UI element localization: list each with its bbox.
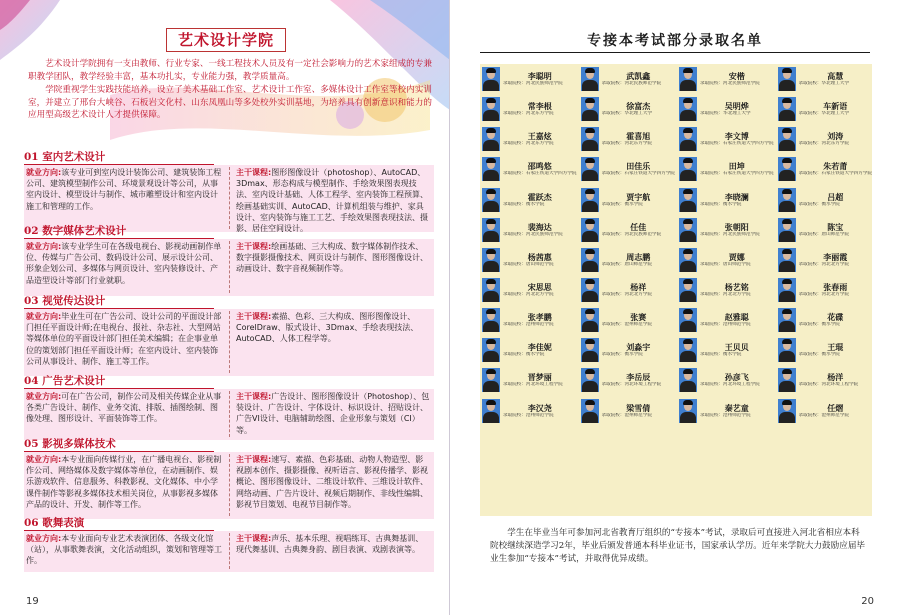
student-school: 录取院校：华北理工大学 — [798, 111, 850, 117]
student-card — [579, 395, 678, 425]
section-title: 05 影视多媒体技术 — [24, 437, 214, 452]
student-photo — [679, 399, 697, 423]
student-name: 贾宇航 — [626, 191, 651, 202]
student-school: 录取院校：河北民族师范学院 — [503, 81, 563, 87]
section-title: 06 歌舞表演 — [24, 516, 214, 531]
student-photo — [581, 278, 599, 302]
student-photo — [482, 218, 500, 242]
student-name: 贾娜 — [728, 251, 745, 262]
student-card — [677, 395, 776, 425]
student-name: 田佳乐 — [626, 161, 651, 172]
student-name: 李佳妮 — [527, 342, 552, 353]
student-card — [677, 245, 776, 275]
student-name: 张赛 — [630, 312, 647, 323]
student-card — [579, 185, 678, 215]
course-label: 主干课程: — [236, 534, 272, 543]
direction-label: 就业方向: — [26, 312, 62, 321]
student-photo — [778, 157, 796, 181]
student-name: 赵雅聪 — [724, 312, 749, 323]
student-card — [677, 94, 776, 124]
student-card — [677, 305, 776, 335]
student-photo — [778, 308, 796, 332]
page-number-right: 20 — [861, 596, 874, 607]
student-school: 录取院校：衡水学院 — [798, 201, 840, 207]
student-name: 安楷 — [728, 71, 745, 82]
direction-text: 本专业面向传媒行业，在广播电视台、影视制作公司、网络媒体及数字媒体等单位，在动画制作、娱乐游戏软件、信息服务、科教影视、文化媒体、中小学课件制作等影视多媒体技术相关岗位，从事影视多媒体产品的设计、开发、制作等工作。 — [26, 455, 222, 509]
student-card — [776, 94, 875, 124]
student-card — [677, 64, 776, 94]
student-school: 录取院校：石家庄铁道大学四方学院 — [503, 171, 577, 177]
student-card — [480, 64, 579, 94]
student-name: 王琨 — [827, 342, 844, 353]
student-card — [776, 335, 875, 365]
student-card — [480, 185, 579, 215]
student-photo — [482, 278, 500, 302]
title-divider — [480, 52, 870, 53]
student-card — [776, 365, 875, 395]
student-school: 录取院校：华北理工大学 — [700, 111, 751, 117]
student-school: 录取院校：衡水学院 — [601, 352, 643, 358]
student-name: 李汉尧 — [527, 402, 552, 413]
student-name: 李聪明 — [527, 71, 552, 82]
direction-label: 就业方向: — [26, 455, 62, 464]
student-school: 录取院校：华北理工大学 — [798, 81, 850, 87]
direction-text: 本专业面向专业艺术表演团体、各级文化馆（站），从事歌舞表演，文化活动组织，策划和管理等工作。 — [26, 534, 222, 566]
student-school: 录取院校：河北东方学院 — [798, 141, 850, 147]
student-card — [480, 94, 579, 124]
student-photo — [482, 97, 500, 121]
college-title: 艺术设计学院 — [177, 31, 274, 49]
course-label: 主干课程: — [236, 168, 272, 177]
student-card — [677, 124, 776, 154]
course-text: 图形图像设计（photoshop）、AutoCAD、3Dmax、形态构成与模型制作、手绘效果图表现技法、室内设计基础、人体工程学、室内装饰工程预算、绘画基础实训、AutoCAD、计算机组装与维护、家具设计、室内装饰与施工工艺、手绘效果图表现技法、摄影、居住空间设计。 — [236, 168, 428, 234]
student-card — [677, 185, 776, 215]
student-name: 邵鸣悠 — [527, 161, 552, 172]
student-school: 录取院校：衡水学院 — [601, 201, 643, 207]
course-label: 主干课程: — [236, 312, 272, 321]
course-text: 素描、色彩、三大构成、图形图像设计、CorelDraw、版式设计、3Dmax、手绘表现技法、AutoCAD、人体工程学等。 — [236, 312, 419, 344]
student-photo — [482, 67, 500, 91]
student-card — [480, 124, 579, 154]
student-card — [579, 305, 678, 335]
student-school: 录取院校：沧州师范学院 — [503, 412, 554, 418]
student-photo — [778, 399, 796, 423]
student-photo — [679, 368, 697, 392]
student-photo — [679, 67, 697, 91]
student-school: 录取院校：沧州师范学院 — [601, 412, 653, 418]
student-name: 晋梦丽 — [527, 372, 552, 383]
student-photo — [581, 368, 599, 392]
student-name: 李文博 — [724, 131, 749, 142]
student-name: 任熠 — [827, 402, 844, 413]
student-school: 录取院校：沧州师范学院 — [601, 322, 653, 328]
student-card — [776, 64, 875, 94]
student-photo — [482, 399, 500, 423]
student-photo — [581, 67, 599, 91]
course-label: 主干课程: — [236, 392, 272, 401]
student-card — [776, 305, 875, 335]
section-title: 03 视觉传达设计 — [24, 294, 214, 309]
student-card — [480, 154, 579, 184]
course-text: 声乐、基本乐理、视唱练耳、古典舞基训、现代舞基训、古典舞身韵、剧目表演、戏剧表演等。 — [236, 534, 424, 555]
student-school: 录取院校：河北北方学院 — [700, 291, 751, 297]
student-card — [579, 365, 678, 395]
student-card — [677, 215, 776, 245]
student-name: 徐富杰 — [626, 101, 651, 112]
student-photo — [679, 338, 697, 362]
student-card — [677, 154, 776, 184]
student-school: 录取院校：石家庄铁道大学四方学院 — [700, 141, 774, 147]
student-card — [776, 185, 875, 215]
direction-text: 该专业学生可在各级电视台、影视动画制作单位、传媒与广告公司、数码设计公司、展示设计公司、形象企划公司、多媒体与网页设计、室内装修设计、产品造型设计等部门行业就职。 — [26, 242, 222, 285]
student-card — [480, 245, 579, 275]
student-name: 杨祥 — [630, 281, 647, 292]
student-card — [776, 154, 875, 184]
student-photo — [581, 157, 599, 181]
student-photo — [581, 399, 599, 423]
student-school: 录取院校：沧州师范学院 — [503, 322, 554, 328]
intro-paragraph-2: 学院重视学生实践技能培养，设立了美术基础工作室、艺术设计工作室、多媒体设计工作室等校内实训室，并建立了邢台大峡谷、石板岩文化村、山东凤凰山等多处校外实训基地，为培养具有创新意识和能力的应用型高级艺术设计人才提供保障。 — [28, 85, 432, 121]
section-title: 01 室内艺术设计 — [24, 150, 214, 165]
student-name: 孙彦飞 — [724, 372, 749, 383]
student-card — [776, 124, 875, 154]
student-name: 吕超 — [827, 191, 844, 202]
student-photo — [778, 278, 796, 302]
section-title: 04 广告艺术设计 — [24, 374, 214, 389]
student-school: 录取院校：河北北方学院 — [798, 291, 850, 297]
student-school: 录取院校：河北环境工程学院 — [601, 382, 662, 388]
student-card — [776, 245, 875, 275]
student-school: 录取院校：河北民族师范学院 — [700, 81, 760, 87]
admission-paragraph: 学生在毕业当年可参加河北省教育厅组织的“专接本”考试，录取后可直接进入河北省相应本科院校继续深造学习2年，毕业后颁发普通本科毕业证书，国家承认学历。近年来学院大力鼓励应届毕业生参加“专接本”考试，并取得优异成绩。 — [490, 528, 866, 564]
student-photo — [778, 218, 796, 242]
student-name: 张朝阳 — [724, 221, 749, 232]
direction-label: 就业方向: — [26, 534, 62, 543]
student-school: 录取院校：衡水学院 — [700, 352, 742, 358]
section-film-multimedia — [24, 437, 434, 519]
student-photo — [679, 308, 697, 332]
student-name: 吴明烨 — [724, 101, 749, 112]
student-photo — [482, 248, 500, 272]
student-name: 武凯鑫 — [626, 71, 651, 82]
student-school: 录取院校：河北北方学院 — [798, 261, 850, 267]
student-name: 车新语 — [823, 101, 848, 112]
student-photo — [482, 338, 500, 362]
student-photo — [581, 127, 599, 151]
student-name: 刘涛 — [827, 131, 844, 142]
student-name: 花碟 — [827, 312, 844, 323]
student-school: 录取院校：河北环境工程学院 — [503, 382, 563, 388]
student-name: 裴海达 — [527, 221, 552, 232]
page-number-left: 19 — [26, 596, 39, 607]
student-name: 王贝贝 — [724, 342, 749, 353]
student-name: 王嘉炫 — [527, 131, 552, 142]
student-photo — [482, 188, 500, 212]
right-page — [450, 0, 900, 615]
section-digital-media — [24, 224, 434, 296]
student-card — [480, 365, 579, 395]
student-photo — [679, 188, 697, 212]
student-school: 录取院校：石家庄铁道大学四方学院 — [700, 171, 774, 177]
student-photo — [778, 338, 796, 362]
student-card — [677, 365, 776, 395]
student-photo — [482, 308, 500, 332]
section-interior-design — [24, 150, 434, 232]
student-name: 常李根 — [527, 101, 552, 112]
direction-text: 毕业生可在广告公司、设计公司的平面设计部门担任平面设计师;在电视台、报社、杂志社、大型网站等媒体单位的平面设计部门担任美术编辑；在企事业单位的策划部门担任平面设计师；在室内设计、室内装饰公司从事设计、制作、施工等工作。 — [26, 312, 222, 366]
student-school: 录取院校：衡水学院 — [798, 322, 840, 328]
student-photo — [679, 248, 697, 272]
student-name: 杨艺铭 — [724, 281, 749, 292]
student-photo — [482, 368, 500, 392]
student-card — [480, 305, 579, 335]
admission-roster-grid — [480, 64, 872, 516]
student-photo — [778, 248, 796, 272]
direction-text: 可在广告公司，制作公司及相关传媒企业从事各类广告设计、制作、业务交流、排版、插图绘制、图像处理、图形设计、平面装饰等工作。 — [26, 392, 222, 424]
section-title: 02 数字媒体艺术设计 — [24, 224, 214, 239]
direction-label: 就业方向: — [26, 242, 62, 251]
student-photo — [679, 127, 697, 151]
student-name: 霍跃杰 — [527, 191, 552, 202]
student-photo — [581, 248, 599, 272]
student-photo — [581, 218, 599, 242]
section-song-dance — [24, 516, 434, 572]
student-name: 杨洋 — [827, 372, 844, 383]
student-school: 录取院校：沧州师范学院 — [798, 412, 850, 418]
student-card — [480, 215, 579, 245]
college-title-box — [166, 28, 286, 52]
student-card — [776, 215, 875, 245]
student-photo — [581, 97, 599, 121]
student-card — [480, 335, 579, 365]
student-card — [579, 64, 678, 94]
student-school: 录取院校：河北环境工程学院 — [798, 382, 859, 388]
student-school: 录取院校：河北东方学院 — [503, 111, 554, 117]
student-school: 录取院校：衡水学院 — [503, 352, 545, 358]
student-name: 秦艺童 — [724, 402, 749, 413]
course-label: 主干课程: — [236, 455, 272, 464]
student-card — [677, 275, 776, 305]
student-photo — [482, 157, 500, 181]
student-school: 录取院校：衡水学院 — [798, 352, 840, 358]
student-name: 张孝鹏 — [527, 312, 552, 323]
student-name: 宋思思 — [527, 281, 552, 292]
student-school: 录取院校：河北东方学院 — [601, 141, 653, 147]
direction-label: 就业方向: — [26, 392, 62, 401]
student-school: 录取院校：河北民族师范学院 — [601, 81, 662, 87]
direction-text: 该专业可到室内设计装饰公司、建筑装饰工程公司、建筑模型制作公司、环境景观设计等公司，从事室内设计、模型设计与制作、城市雕塑设计和室内设计施工和管理的工作。 — [26, 168, 222, 211]
student-card — [579, 215, 678, 245]
student-name: 李丽霞 — [823, 251, 848, 262]
student-name: 任佳 — [630, 221, 647, 232]
student-card — [579, 154, 678, 184]
student-name: 李岳辰 — [626, 372, 651, 383]
student-name: 霍喜旭 — [626, 131, 651, 142]
student-school: 录取院校：沧州师范学院 — [700, 412, 751, 418]
student-card — [579, 124, 678, 154]
student-school: 录取院校：石家庄铁道大学四方学院 — [601, 171, 676, 177]
student-photo — [679, 218, 697, 242]
section-advertising-design — [24, 374, 434, 440]
student-name: 梁雪倩 — [626, 402, 651, 413]
student-school: 录取院校：河北东方学院 — [503, 141, 554, 147]
student-school: 录取院校：河北环境工程学院 — [700, 382, 760, 388]
student-photo — [778, 97, 796, 121]
student-school: 录取院校：沧州师范学院 — [700, 322, 751, 328]
student-photo — [679, 278, 697, 302]
student-photo — [778, 188, 796, 212]
student-card — [776, 275, 875, 305]
course-text: 广告设计、图形图像设计（Photoshop）、包装设计、广告设计、字体设计、标识设计、招贴设计、广告VI设计、电脑辅助绘图、企业形象与策划（CI）等。 — [236, 392, 430, 435]
student-photo — [482, 127, 500, 151]
student-school: 录取院校：衡水学院 — [503, 201, 545, 207]
student-school: 录取院校：石家庄铁道大学四方学院 — [798, 171, 873, 177]
student-card — [579, 335, 678, 365]
student-card — [480, 395, 579, 425]
student-name: 杨茜惠 — [527, 251, 552, 262]
student-card — [579, 275, 678, 305]
student-photo — [778, 127, 796, 151]
course-text: 速写、素描、色彩基础、动物人物造型、影视剧本创作、摄影摄像、视听语言、影视传播学、影视概论、图形图像设计、二维设计软件、三维设计软件、网络动画、广告片设计、视频后期制作、非线性编辑、影视节目策划、电视节目制作等。 — [236, 455, 428, 509]
student-school: 录取院校：河北北方学院 — [601, 291, 653, 297]
student-photo — [581, 308, 599, 332]
student-name: 张春雨 — [823, 281, 848, 292]
student-photo — [581, 338, 599, 362]
student-photo — [778, 67, 796, 91]
student-school: 录取院校：唐山师范学院 — [601, 261, 653, 267]
student-photo — [581, 188, 599, 212]
student-name: 朱若莆 — [823, 161, 848, 172]
student-name: 刘淼宇 — [626, 342, 651, 353]
admission-list-title: 专接本考试部分录取名单 — [587, 33, 763, 49]
student-name: 田坤 — [728, 161, 745, 172]
student-school: 录取院校：衡水学院 — [700, 201, 742, 207]
student-card — [776, 395, 875, 425]
student-school: 录取院校：河北北方学院 — [503, 291, 554, 297]
course-text: 绘画基础、三大构成、数字媒体制作技术、数字摄影摄像技术、网页设计与制作、图形图像设计、动画设计、数字音视频制作等。 — [236, 242, 428, 274]
intro-paragraph-1: 艺术设计学院拥有一支由教师、行业专家、一线工程技术人员及有一定社会影响力的艺术家组成的专兼职教学团队，教学经验丰富，基本功扎实，专业能力强，教学质量高。 — [28, 59, 432, 82]
direction-label: 就业方向: — [26, 168, 62, 177]
student-school: 录取院校：河北民族师范学院 — [700, 231, 760, 237]
student-school: 录取院校：唐山师范学院 — [700, 261, 751, 267]
student-school: 录取院校：唐山师范学院 — [798, 231, 850, 237]
student-card — [579, 245, 678, 275]
student-card — [480, 275, 579, 305]
student-name: 陈宝 — [827, 221, 844, 232]
student-photo — [778, 368, 796, 392]
student-school: 录取院校：河北民族师范学院 — [601, 231, 662, 237]
student-school: 录取院校：华北理工大学 — [601, 111, 653, 117]
student-name: 高慧 — [827, 71, 844, 82]
student-card — [579, 94, 678, 124]
student-photo — [679, 157, 697, 181]
section-visual-communication — [24, 294, 434, 376]
student-card — [677, 335, 776, 365]
student-name: 周志鹏 — [626, 251, 651, 262]
student-school: 录取院校：河北民族师范学院 — [503, 231, 563, 237]
student-photo — [679, 97, 697, 121]
student-school: 录取院校：唐山师范学院 — [503, 261, 554, 267]
student-name: 李晓澜 — [724, 191, 749, 202]
course-label: 主干课程: — [236, 242, 272, 251]
